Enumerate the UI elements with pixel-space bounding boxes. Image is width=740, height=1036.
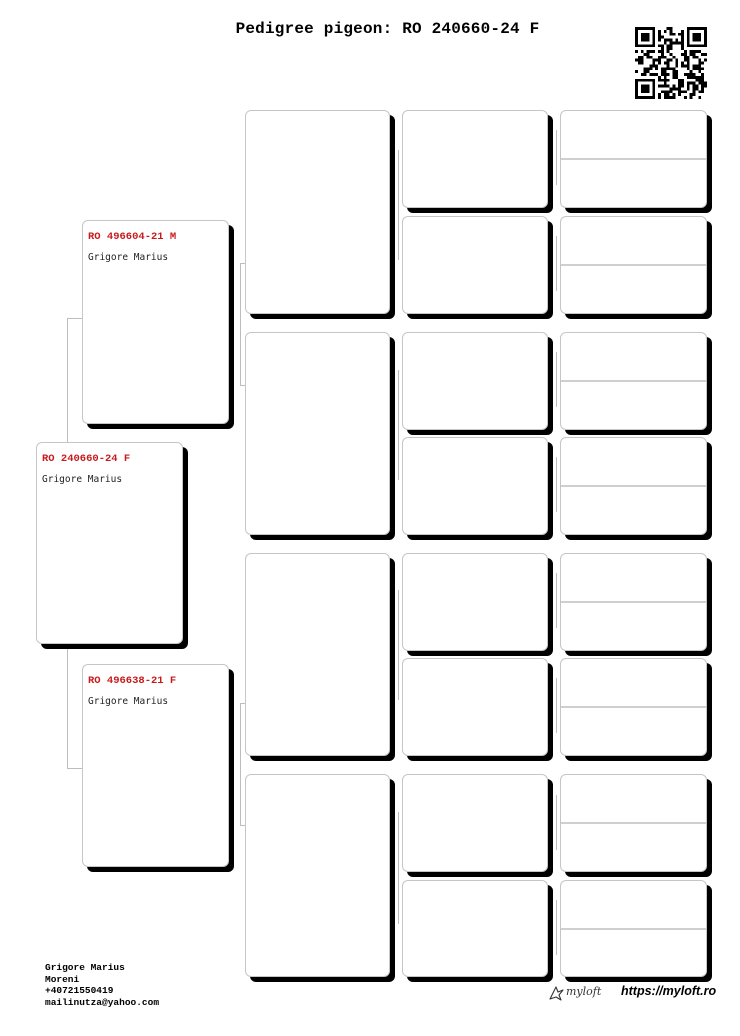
- qr-code-icon: [635, 27, 707, 99]
- pigeon-card-subject[interactable]: [36, 442, 183, 644]
- pigeon-card-grandsire-maternal[interactable]: [245, 553, 390, 756]
- sire-ring-number: RO 496604-21 M: [88, 231, 177, 243]
- subject-ring-number: RO 240660-24 F: [42, 453, 131, 465]
- subject-owner: Grigore Marius: [42, 474, 123, 485]
- pigeon-card-granddam-maternal[interactable]: [245, 774, 390, 977]
- pigeon-logo-icon: [548, 984, 564, 1002]
- dam-owner: Grigore Marius: [88, 696, 169, 707]
- breeder-city: Moreni: [45, 973, 80, 985]
- breeder-email[interactable]: mailinutza@yahoo.com: [45, 996, 160, 1008]
- pigeon-card-gggp-pair-7[interactable]: [560, 774, 707, 872]
- pigeon-card-gggp-pair-3[interactable]: [560, 332, 707, 430]
- pigeon-card-sire[interactable]: [82, 220, 229, 424]
- pigeon-card-ggp-3[interactable]: [402, 332, 548, 430]
- brand-footer: [548, 982, 718, 1004]
- brand-logo-text: myloft: [566, 985, 602, 998]
- pigeon-card-gggp-pair-2[interactable]: [560, 216, 707, 314]
- pigeon-card-gggp-pair-5[interactable]: [560, 553, 707, 651]
- sire-owner: Grigore Marius: [88, 252, 169, 263]
- pigeon-card-gggp-pair-6[interactable]: [560, 658, 707, 756]
- pigeon-card-gggp-pair-8[interactable]: [560, 880, 707, 977]
- pigeon-card-ggp-4[interactable]: [402, 437, 548, 535]
- pigeon-card-gggp-pair-1[interactable]: [560, 110, 707, 208]
- pigeon-card-ggp-8[interactable]: [402, 880, 548, 977]
- breeder-name: Grigore Marius: [45, 962, 125, 973]
- pigeon-card-grandsire-paternal[interactable]: [245, 110, 390, 314]
- pigeon-card-ggp-5[interactable]: [402, 553, 548, 651]
- pigeon-card-granddam-paternal[interactable]: [245, 332, 390, 535]
- dam-ring-number: RO 496638-21 F: [88, 675, 177, 687]
- breeder-contact: [45, 962, 159, 1008]
- brand-url-link[interactable]: https://myloft.ro: [621, 984, 717, 998]
- pigeon-card-ggp-1[interactable]: [402, 110, 548, 208]
- pigeon-card-dam[interactable]: [82, 664, 229, 867]
- pigeon-card-gggp-pair-4[interactable]: [560, 437, 707, 535]
- page-title: Pedigree pigeon: RO 240660-24 F: [235, 20, 540, 38]
- pigeon-card-ggp-6[interactable]: [402, 658, 548, 756]
- breeder-phone: +40721550419: [45, 985, 114, 996]
- pigeon-card-ggp-2[interactable]: [402, 216, 548, 314]
- pigeon-card-ggp-7[interactable]: [402, 774, 548, 872]
